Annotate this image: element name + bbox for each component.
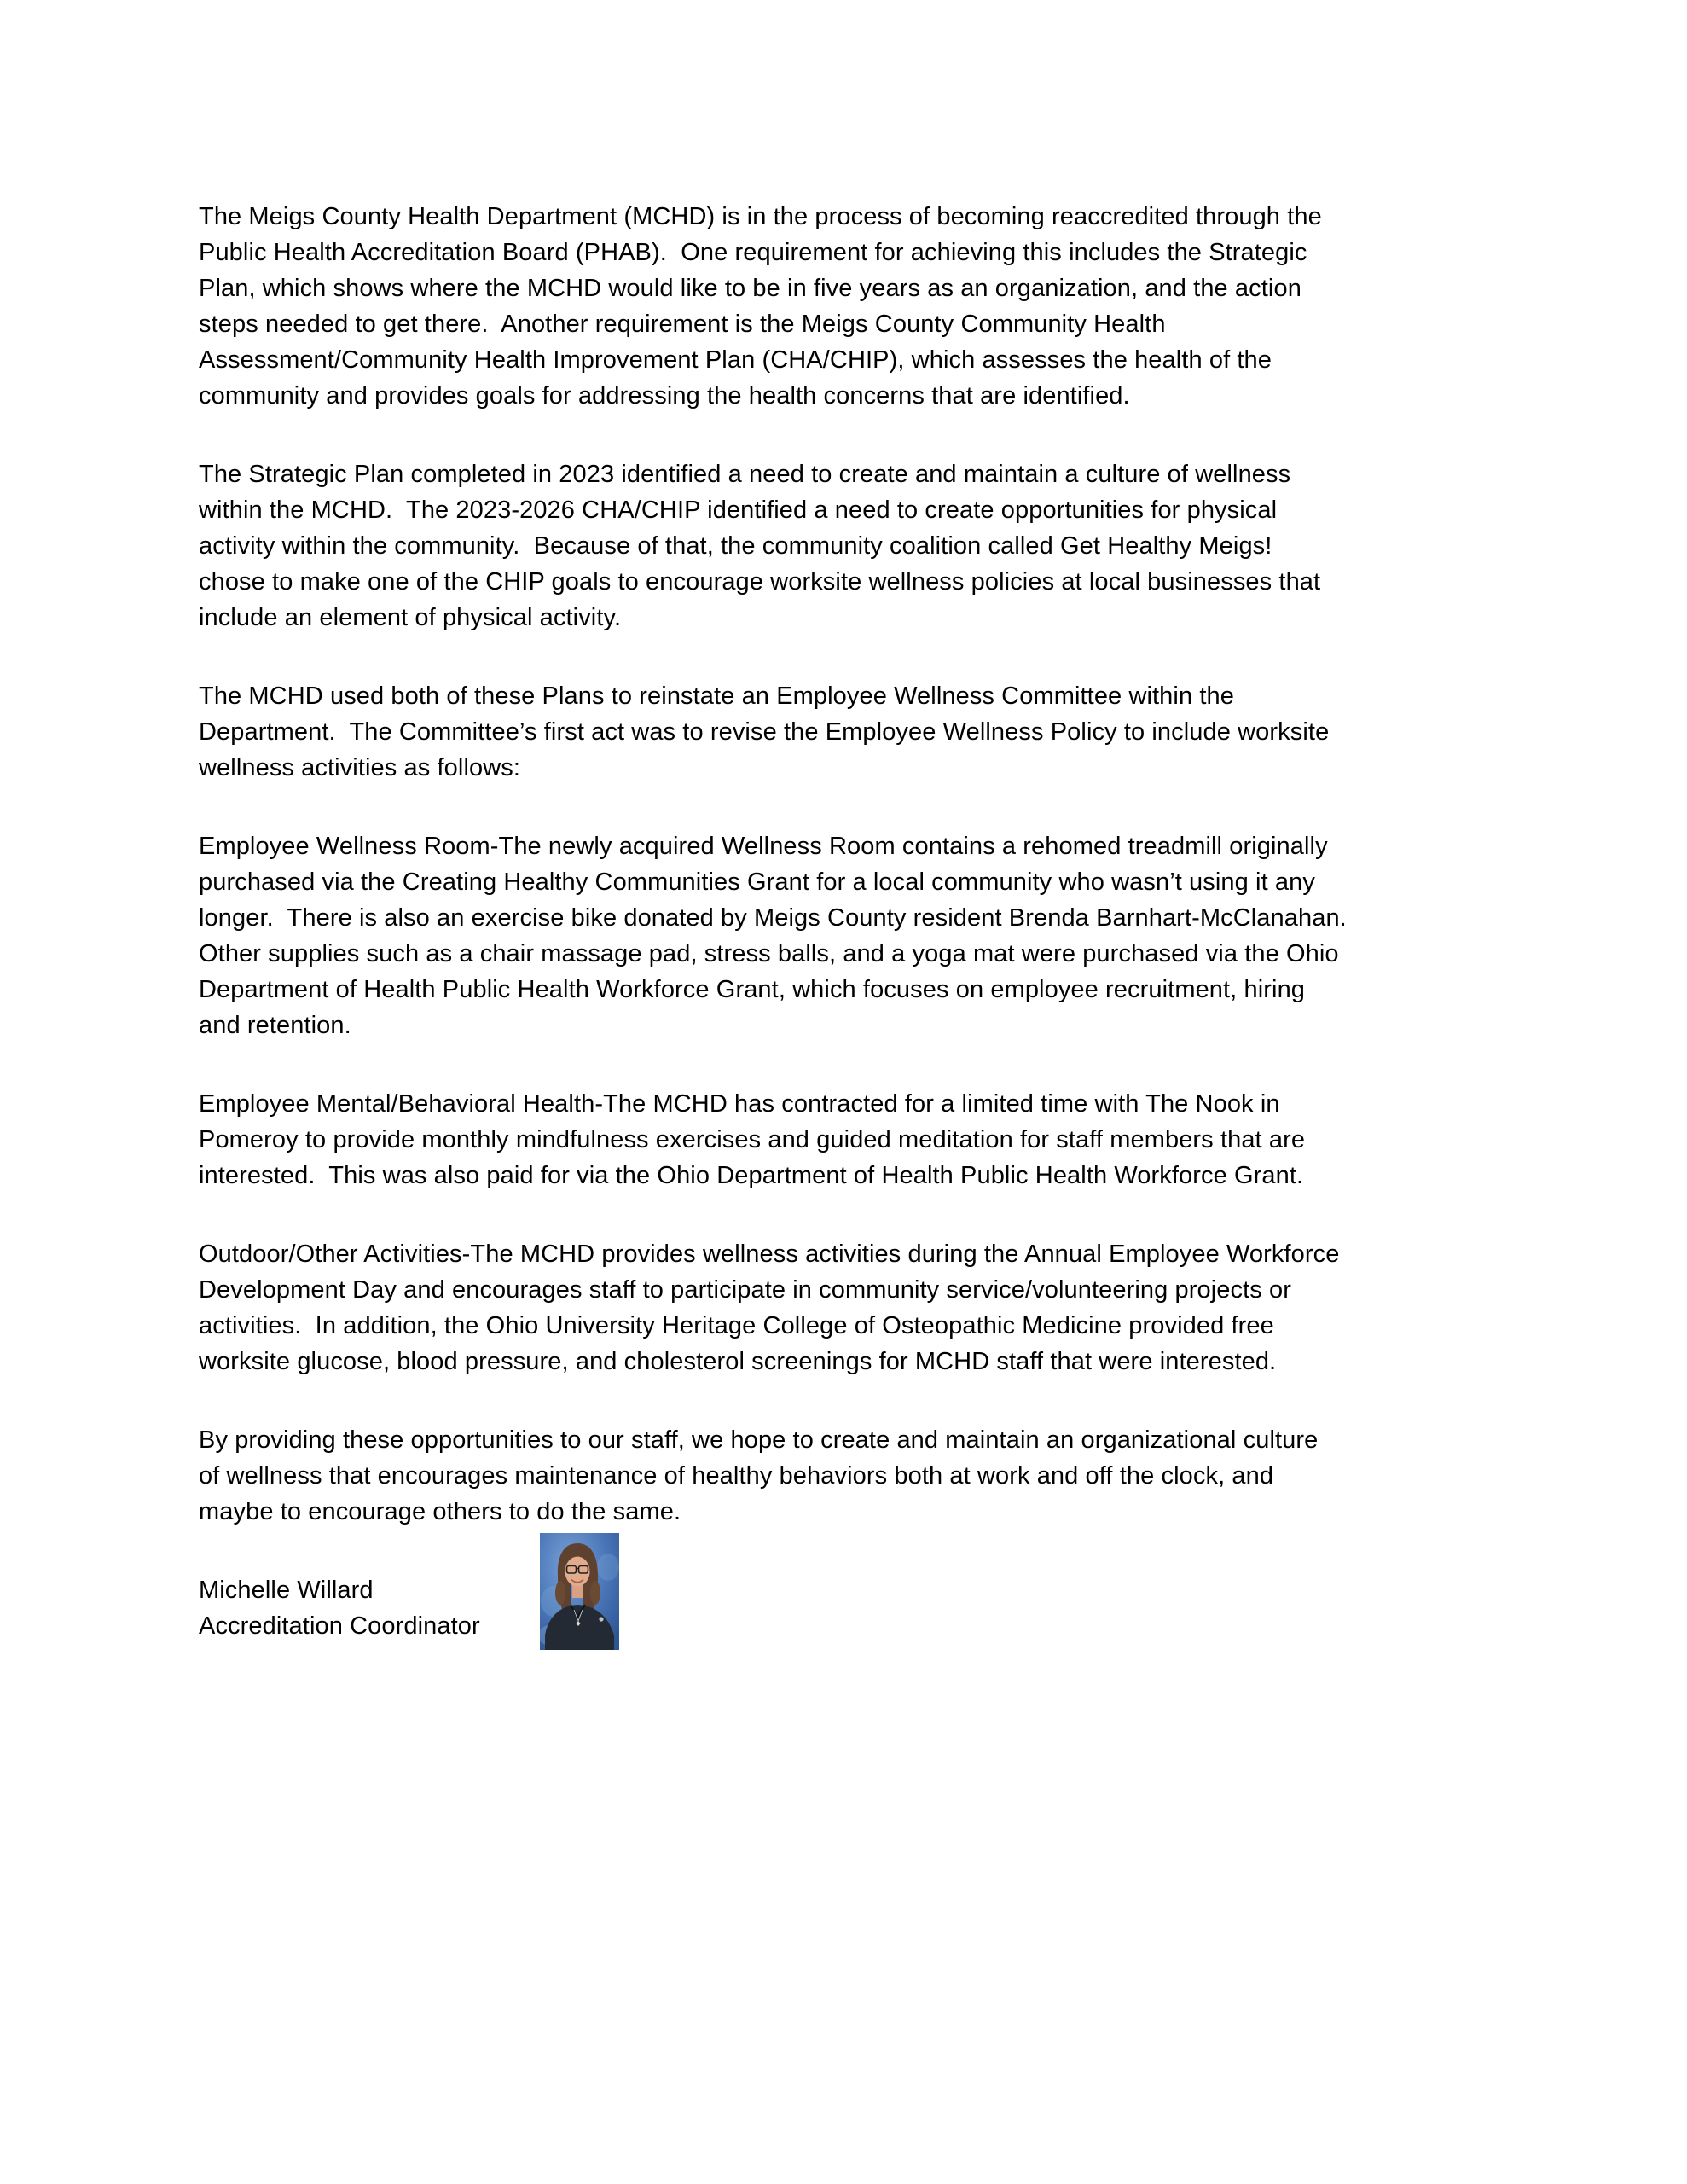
paragraph-line: Plan, which shows where the MCHD would like to be in five years as an organization, and the action [199, 275, 1301, 302]
paragraph-line: interested. This was also paid for via the Ohio Department of Health Public Health Workforce Grant. [199, 1162, 1304, 1189]
paragraph-line: Other supplies such as a chair massage pad, stress balls, and a yoga mat were purchased via the Ohio [199, 940, 1339, 967]
paragraph-line: By providing these opportunities to our staff, we hope to create and maintain an organizational culture [199, 1426, 1319, 1454]
signature-block [199, 1572, 1488, 1644]
paragraph-line: and retention. [199, 1012, 351, 1039]
paragraph-line: wellness activities as follows: [199, 754, 521, 781]
paragraph-line: Development Day and encourages staff to participate in community service/volunteering projects or [199, 1276, 1291, 1304]
paragraph-line: chose to make one of the CHIP goals to encourage worksite wellness policies at local businesses that [199, 568, 1321, 595]
signature-name: Michelle Willard [199, 1577, 374, 1604]
paragraph-line: include an element of physical activity. [199, 604, 622, 631]
paragraph-line: worksite glucose, blood pressure, and cholesterol screenings for MCHD staff that were interested. [199, 1348, 1277, 1375]
paragraph-line: The Strategic Plan completed in 2023 identified a need to create and maintain a culture of wellness [199, 461, 1291, 488]
paragraph-wellness-committee [199, 678, 1488, 786]
paragraph-line: The MCHD used both of these Plans to reinstate an Employee Wellness Committee within the [199, 682, 1234, 710]
paragraph-line: Employee Mental/Behavioral Health-The MCHD has contracted for a limited time with The Nook in [199, 1090, 1280, 1118]
paragraph-line: The Meigs County Health Department (MCHD) is in the process of becoming reaccredited through the [199, 203, 1322, 230]
paragraph-outdoor-activities [199, 1236, 1488, 1380]
paragraph-line: steps needed to get there. Another requirement is the Meigs County Community Health [199, 311, 1166, 338]
paragraph-line: activity within the community. Because of that, the community coalition called Get Healthy Meigs! [199, 532, 1272, 560]
paragraph-line: Public Health Accreditation Board (PHAB). One requirement for achieving this includes the Strategic [199, 239, 1307, 266]
paragraph-line: Pomeroy to provide monthly mindfulness exercises and guided meditation for staff members that are [199, 1126, 1306, 1153]
paragraph-line: Assessment/Community Health Improvement Plan (CHA/CHIP), which assesses the health of the [199, 346, 1272, 374]
paragraph-line: purchased via the Creating Healthy Communities Grant for a local community who wasn’t using it any [199, 868, 1315, 896]
paragraph-line: within the MCHD. The 2023-2026 CHA/CHIP identified a need to create opportunities for physical [199, 497, 1278, 524]
paragraph-line: community and provides goals for addressing the health concerns that are identified. [199, 382, 1130, 410]
paragraph-mental-health [199, 1086, 1488, 1194]
paragraph-closing [199, 1422, 1488, 1530]
paragraph-line: activities. In addition, the Ohio University Heritage College of Osteopathic Medicine provided free [199, 1312, 1274, 1339]
paragraph-line: maybe to encourage others to do the same. [199, 1498, 681, 1525]
portrait-photo [540, 1533, 619, 1650]
paragraph-line: Outdoor/Other Activities-The MCHD provides wellness activities during the Annual Employee Workforce [199, 1240, 1340, 1268]
paragraph-strategic-plan [199, 456, 1488, 636]
paragraph-line: Employee Wellness Room-The newly acquired Wellness Room contains a rehomed treadmill originally [199, 833, 1328, 860]
paragraph-line: Department of Health Public Health Workforce Grant, which focuses on employee recruitment, hiring [199, 976, 1306, 1003]
paragraph-intro [199, 199, 1488, 414]
paragraph-line: longer. There is also an exercise bike donated by Meigs County resident Brenda Barnhart-McClanahan. [199, 904, 1347, 932]
document-body [199, 199, 1488, 1644]
paragraph-line: Department. The Committee’s first act was to revise the Employee Wellness Policy to include worksite [199, 718, 1330, 746]
paragraph-wellness-room [199, 828, 1488, 1043]
signature-title: Accreditation Coordinator [199, 1612, 480, 1640]
paragraph-line: of wellness that encourages maintenance of healthy behaviors both at work and off the clock, and [199, 1462, 1274, 1490]
